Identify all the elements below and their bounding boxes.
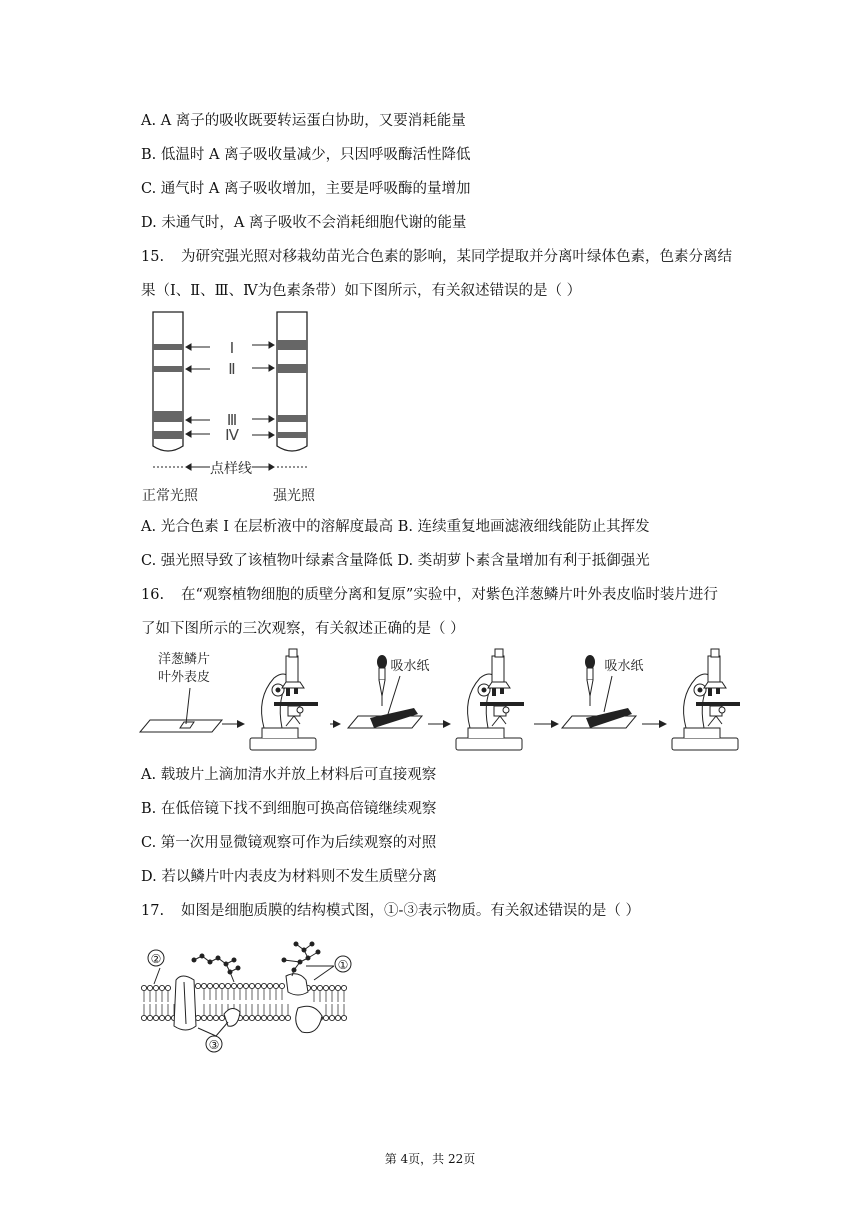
q15-stem-text: 为研究强光照对移栽幼苗光合色素的影响，某同学提取并分离叶绿体色素，色素分离结 [181, 249, 732, 265]
q15-stem-line1 [141, 247, 732, 267]
q17-stem-text: 如图是细胞质膜的结构模式图，①-③表示物质。有关叙述错误的是（ ） [181, 903, 641, 919]
q17-stem [141, 901, 640, 921]
left-caption: 正常光照 [142, 488, 198, 504]
q14-option-c: C. 通气时 A 离子吸收增加，主要是呼吸酶的量增加 [141, 181, 471, 197]
plasmolysis-figure [138, 648, 758, 760]
q15-options-ab: A. 光合色素 I 在层析液中的溶解度最高 B. 连续重复地画滤液细线能防止其挥发 [141, 519, 650, 535]
right-band-2 [277, 364, 307, 373]
paper-label-2: 吸水纸 [604, 659, 644, 674]
q15-stem-line2: 果（Ⅰ、Ⅱ、Ⅲ、Ⅳ为色素条带）如下图所示，有关叙述错误的是（ ） [141, 283, 582, 299]
origin-label: 点样线 [210, 461, 252, 477]
q16-option-c: C. 第一次用显微镜观察可作为后续观察的对照 [141, 835, 437, 851]
q16-stem-line2: 了如下图所示的三次观察，有关叙述正确的是（ ） [141, 621, 465, 637]
q16-option-d: D. 若以鳞片叶内表皮为材料则不发生质壁分离 [141, 869, 437, 885]
q17-number: 17. [141, 903, 165, 919]
q16-option-b: B. 在低倍镜下找不到细胞可换高倍镜继续观察 [141, 801, 437, 817]
q14-option-a: A. A 离子的吸收既要转运蛋白协助，又要消耗能量 [141, 113, 466, 129]
q16-number: 16. [141, 587, 165, 603]
right-caption: 强光照 [273, 488, 315, 504]
chromatography-figure [138, 308, 338, 506]
label-1: ① [337, 958, 349, 972]
q15-options-cd: C. 强光照导致了该植物叶绿素含量降低 D. 类胡萝卜素含量增加有利于抵御强光 [141, 553, 650, 569]
band-label-1: Ⅰ [229, 339, 235, 357]
right-band-3 [277, 415, 307, 422]
sample-label-1: 洋葱鳞片 [157, 652, 211, 667]
left-band-2 [153, 366, 183, 372]
band-label-2: Ⅱ [228, 360, 236, 378]
q14-option-d: D. 未通气时，A 离子吸收不会消耗细胞代谢的能量 [141, 215, 467, 231]
q16-option-a: A. 载玻片上滴加清水并放上材料后可直接观察 [141, 767, 437, 783]
label-2: ② [150, 952, 162, 966]
band-label-3: Ⅲ [226, 411, 238, 429]
membrane-figure [138, 936, 358, 1054]
q16-stem-text: 在“观察植物细胞的质壁分离和复原”实验中，对紫色洋葱鳞片叶外表皮临时装片进行 [181, 587, 718, 603]
right-band-1 [277, 340, 307, 350]
page-footer: 第 4页，共 22页 [384, 1152, 476, 1166]
paper-label-1: 吸水纸 [390, 659, 430, 674]
q16-stem-line1 [141, 585, 718, 605]
right-band-4 [277, 432, 307, 438]
left-band-4 [153, 431, 183, 439]
label-3: ③ [208, 1038, 220, 1052]
q14-option-b: B. 低温时 A 离子吸收量减少，只因呼吸酶活性降低 [141, 147, 471, 163]
left-band-3 [153, 411, 183, 422]
band-label-4: Ⅳ [225, 426, 239, 444]
sample-label-2: 叶外表皮 [157, 670, 211, 685]
q15-number: 15. [141, 249, 165, 265]
left-band-1 [153, 344, 183, 350]
